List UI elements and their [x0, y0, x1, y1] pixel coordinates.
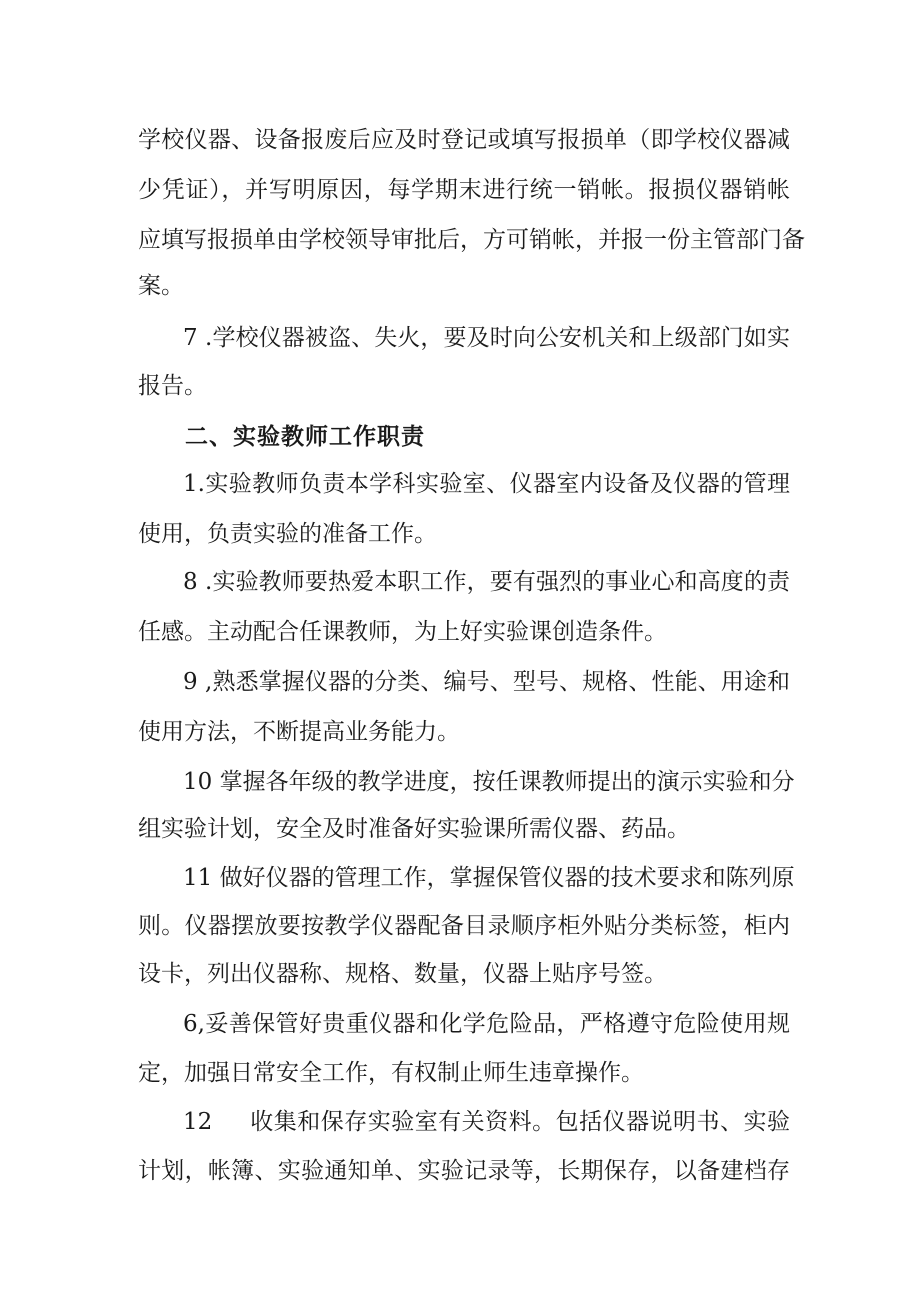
item-7-line: 报告。: [138, 373, 207, 399]
item-12-line: [183, 1106, 790, 1138]
paragraph-line: 少凭证），并写明原因，每学期末进行统一销帐。报损仪器销帐: [138, 177, 790, 203]
item-12-text: 收集和保存实验室有关资料。包括仪器说明书、实验: [250, 1109, 790, 1135]
paragraph-line: 学校仪器、设备报废后应及时登记或填写报损单（即学校仪器减: [138, 127, 790, 153]
item-6-line: 定，加强日常安全工作，有权制止师生违章操作。: [138, 1060, 644, 1086]
item-11-line: 则。仪器摆放要按教学仪器配备目录顺序柜外贴分类标签，柜内: [138, 913, 790, 939]
item-1-line: 使用，负责实验的准备工作。: [138, 521, 437, 547]
section-heading: 二、实验教师工作职责: [185, 423, 425, 450]
item-10-line: 组实验计划，安全及时准备好实验课所需仪器、药品。: [138, 816, 690, 842]
item-8-line: 任感。主动配合任课教师，为上好实验课创造条件。: [138, 619, 667, 645]
item-12-number: 12: [183, 1109, 213, 1135]
item-7-line: 7 .学校仪器被盗、失火，要及时向公安机关和上级部门如实: [183, 325, 790, 351]
item-6-line: 6,妥善保管好贵重仪器和化学危险品，严格遵守危险使用规: [183, 1011, 790, 1037]
item-12-line: 计划，帐簿、实验通知单、实验记录等，长期保存，以备建档存: [138, 1158, 790, 1184]
paragraph-line: 应填写报损单由学校领导审批后，方可销帐，并报一份主管部门备: [138, 227, 805, 253]
item-8-line: 8 .实验教师要热爱本职工作，要有强烈的事业心和高度的责: [183, 569, 790, 595]
item-9-line: 9 ,熟悉掌握仪器的分类、编号、型号、规格、性能、用途和: [183, 669, 790, 695]
item-1-line: 1.实验教师负责本学科实验室、仪器室内设备及仪器的管理: [183, 471, 790, 497]
item-11-line: 设卡，列出仪器称、规格、数量，仪器上贴序号签。: [138, 961, 667, 987]
item-10-line: 10 掌握各年级的教学进度，按任课教师提出的演示实验和分: [183, 769, 795, 795]
paragraph-line: 案。: [138, 273, 184, 299]
item-9-line: 使用方法，不断提高业务能力。: [138, 719, 460, 745]
item-11-line: 11 做好仪器的管理工作，掌握保管仪器的技术要求和陈列原: [183, 865, 795, 891]
